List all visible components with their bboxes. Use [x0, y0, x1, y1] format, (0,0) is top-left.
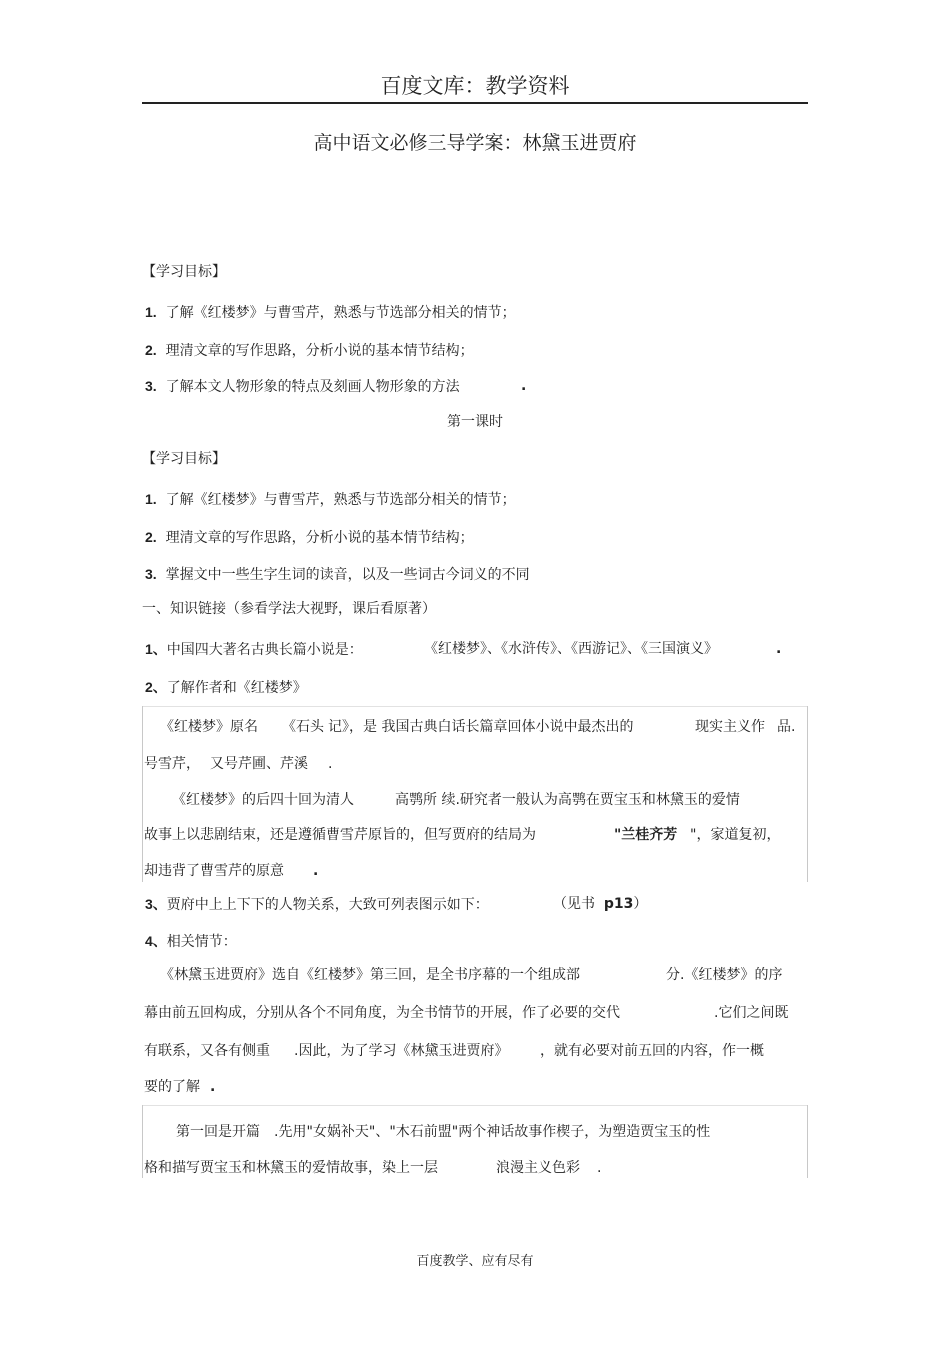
goal-item-3 — [145, 565, 530, 584]
para-text: 有联系，又各有侧重 — [144, 1043, 270, 1059]
goal-number: 3. — [145, 378, 157, 394]
box1-left-border — [142, 706, 143, 882]
para-text: 幕由前五回构成，分别从各个不同角度，为全书情节的开展，作了必要的交代 — [144, 1005, 620, 1021]
goal-text: 了解《红楼梦》与曹雪芹，熟悉与节选部分相关的情节； — [165, 305, 516, 321]
q2-label — [145, 678, 307, 697]
q3-reference — [553, 895, 647, 913]
goal-number: 2. — [145, 342, 157, 358]
site-header-title: 百度文库：教学资料 — [380, 74, 570, 98]
goal-text: 了解本文人物形象的特点及刻画人物形象的方法 — [165, 379, 460, 395]
knowledge-heading: 一、知识链接（参看学法大视野，课后看原著） — [142, 601, 436, 617]
box1-text: 现实主义作 — [695, 719, 765, 735]
q3-text — [145, 895, 489, 914]
para-text: 《林黛玉进贾府》选自《红楼梦》第三回，是全书序幕的一个组成部 — [160, 967, 580, 983]
q-number: 4、 — [145, 933, 167, 949]
box1-text: 记》，是 我国古典白话长篇章回体小说中最杰出的 — [328, 719, 634, 735]
box1-text: . — [313, 863, 319, 879]
q-number: 3、 — [145, 896, 167, 912]
q-label: 了解作者和《红楼梦》 — [166, 680, 307, 696]
lesson-title: 第一课时 — [447, 414, 503, 430]
goal-item-2 — [145, 528, 474, 547]
para-text: .它们之间既 — [714, 1005, 789, 1021]
q1-label — [145, 640, 363, 659]
document-title: 高中语文必修三导学案：林黛玉进贾府 — [313, 132, 637, 154]
q-label: 中国四大著名古典长篇小说是： — [166, 642, 363, 658]
para-text: ，就有必要对前五回的内容，作一概 — [540, 1043, 764, 1059]
box2-text: . — [597, 1160, 602, 1176]
box1-text: 又号芹圃、芹溪 — [210, 756, 308, 772]
box2-text: 第一回是开篇 — [176, 1124, 260, 1140]
para-text: . — [210, 1079, 216, 1095]
para-text: .因此，为了学习《林黛玉进贾府》 — [294, 1043, 509, 1059]
box1-right-border — [807, 706, 808, 882]
box1-text: 故事上以悲剧结束，还是遵循曹雪芹原旨的，但写贾府的结局为 — [144, 827, 536, 843]
box1-text: "，家道复初， — [690, 827, 781, 843]
goal-item-2 — [145, 341, 474, 360]
box2-left-border — [142, 1105, 143, 1178]
goal-item-3 — [145, 377, 460, 396]
learning-goals-heading-2: 【学习目标】 — [142, 451, 226, 467]
goal-number: 3. — [145, 566, 157, 582]
box1-text: 《红楼梦》的后四十回为清人 — [172, 792, 354, 808]
box1-text: 《红楼梦》原名 — [160, 719, 258, 735]
box1-text: . — [328, 756, 333, 772]
box1-text: 品. — [777, 719, 796, 735]
box1-top-border — [143, 706, 808, 707]
q-label: 相关情节： — [166, 934, 237, 950]
header-divider — [142, 102, 808, 104]
goal-item-1 — [145, 490, 516, 509]
box1-text: 高鹗所 续.研究者一般认为高鹗在贾宝玉和林黛玉的爱情 — [395, 792, 740, 808]
box2-text: 浪漫主义色彩 — [496, 1160, 580, 1176]
goal-text: 掌握文中一些生字生词的读音，以及一些词古今词义的不同 — [165, 567, 530, 583]
learning-goals-heading: 【学习目标】 — [142, 264, 226, 280]
box1-text: 号雪芹， — [144, 756, 200, 772]
ref-page: p13 — [603, 896, 634, 912]
box1-text: "兰桂齐芳 — [614, 827, 678, 843]
box2-top-border — [143, 1105, 808, 1106]
q1-end: . — [776, 641, 782, 657]
para-text: 分.《红楼梦》的序 — [666, 967, 783, 983]
q1-answer: 《红楼梦》、《水浒传》、《西游记》、《三国演义》 — [424, 641, 718, 657]
para-text: 要的了解 — [144, 1079, 200, 1095]
goal-text: 理清文章的写作思路，分析小说的基本情节结构； — [165, 343, 474, 359]
box1-text: 《石头 — [282, 719, 324, 735]
goal-item-1 — [145, 303, 516, 322]
ref-close: ） — [633, 896, 648, 912]
box2-right-border — [807, 1105, 808, 1178]
q-number: 1、 — [145, 641, 167, 657]
box2-text: 格和描写贾宝玉和林黛玉的爱情故事，染上一层 — [144, 1160, 438, 1176]
goal-text: 理清文章的写作思路，分析小说的基本情节结构； — [165, 530, 474, 546]
q-label: 贾府中上上下下的人物关系，大致可列表图示如下： — [166, 897, 489, 913]
goal-text: 了解《红楼梦》与曹雪芹，熟悉与节选部分相关的情节； — [165, 492, 516, 508]
goal-number: 1. — [145, 304, 157, 320]
box1-text: 却违背了曹雪芹的原意 — [144, 863, 284, 879]
page-footer: 百度教学、应有尽有 — [416, 1254, 534, 1269]
q4-label — [145, 932, 237, 951]
box2-text: .先用"女娲补天"、"木石前盟"两个神话故事作楔子，为塑造贾宝玉的性 — [274, 1124, 711, 1140]
q-number: 2、 — [145, 679, 167, 695]
goal-number: 1. — [145, 491, 157, 507]
ref-open: （见书 — [553, 896, 595, 912]
goal-end-period: . — [521, 378, 527, 394]
goal-number: 2. — [145, 529, 157, 545]
